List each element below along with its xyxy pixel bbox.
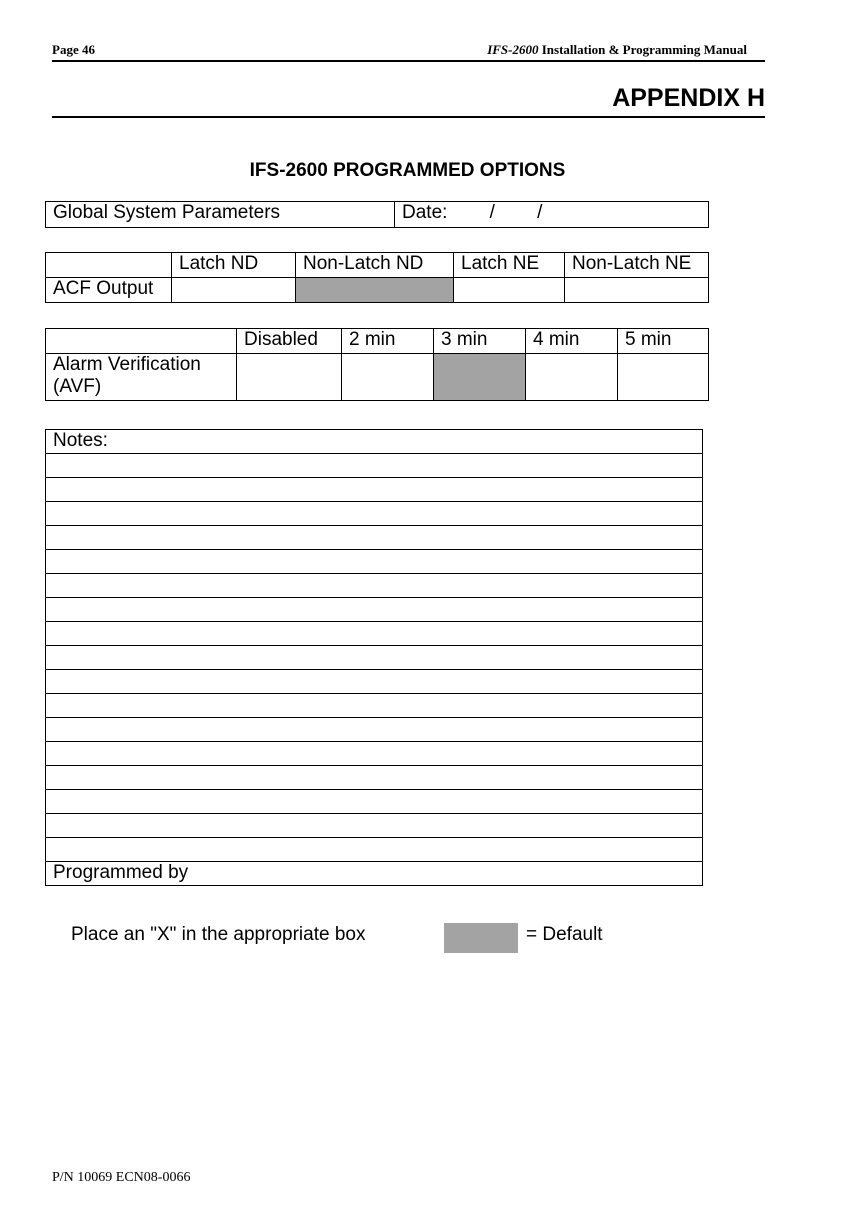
legend-default-label: = Default	[526, 924, 603, 945]
acf-header-nonlatch-nd: Non-Latch ND	[296, 253, 454, 278]
notes-line[interactable]	[46, 454, 703, 478]
notes-line[interactable]	[46, 478, 703, 502]
avf-header-blank	[46, 329, 237, 354]
notes-line[interactable]	[46, 718, 703, 742]
acf-option-latch-ne[interactable]	[454, 278, 565, 303]
avf-header-disabled: Disabled	[237, 329, 342, 354]
avf-row-label	[46, 354, 237, 401]
notes-line[interactable]	[46, 598, 703, 622]
page-number: Page 46	[52, 42, 95, 57]
acf-option-nonlatch-nd-default[interactable]	[296, 278, 454, 303]
manual-title-italic: IFS-2600	[487, 42, 539, 57]
notes-line[interactable]	[46, 742, 703, 766]
avf-option-5min[interactable]	[618, 354, 709, 401]
notes-line[interactable]	[46, 766, 703, 790]
notes-line[interactable]	[46, 502, 703, 526]
avf-option-disabled[interactable]	[237, 354, 342, 401]
avf-option-2min[interactable]	[342, 354, 434, 401]
avf-header-4min: 4 min	[526, 329, 618, 354]
avf-row-label-line2: (AVF)	[53, 376, 102, 397]
avf-row-label-line1: Alarm Verification	[53, 354, 201, 375]
acf-option-nonlatch-ne[interactable]	[565, 278, 709, 303]
notes-line[interactable]	[46, 814, 703, 838]
global-parameters-table	[45, 201, 709, 228]
notes-line[interactable]	[46, 670, 703, 694]
form-title: IFS-2600 PROGRAMMED OPTIONS	[249, 160, 566, 181]
date-field[interactable]: Date: / /	[395, 202, 709, 228]
notes-table	[45, 429, 703, 886]
notes-line[interactable]	[46, 694, 703, 718]
acf-option-latch-nd[interactable]	[172, 278, 296, 303]
avf-header-3min: 3 min	[434, 329, 526, 354]
avf-option-3min-default[interactable]	[434, 354, 526, 401]
default-swatch	[444, 923, 518, 953]
avf-header-2min: 2 min	[342, 329, 434, 354]
legend-instruction: Place an "X" in the appropriate box	[71, 924, 366, 945]
notes-line[interactable]	[46, 622, 703, 646]
avf-option-4min[interactable]	[526, 354, 618, 401]
avf-header-5min: 5 min	[618, 329, 709, 354]
notes-line[interactable]	[46, 526, 703, 550]
notes-line[interactable]	[46, 646, 703, 670]
acf-header-latch-nd: Latch ND	[172, 253, 296, 278]
appendix-title: APPENDIX H	[52, 84, 765, 118]
part-number-footer: P/N 10069 ECN08-0066	[52, 1170, 191, 1185]
acf-header-nonlatch-ne: Non-Latch NE	[565, 253, 709, 278]
notes-line[interactable]	[46, 790, 703, 814]
acf-row-label: ACF Output	[46, 278, 172, 303]
global-parameters-label: Global System Parameters	[46, 202, 395, 228]
acf-header-latch-ne: Latch NE	[454, 253, 565, 278]
acf-output-table	[45, 252, 709, 303]
acf-header-blank	[46, 253, 172, 278]
notes-line[interactable]	[46, 574, 703, 598]
notes-line[interactable]	[46, 838, 703, 862]
notes-line[interactable]	[46, 550, 703, 574]
page-header	[52, 42, 765, 62]
programmed-by-field[interactable]: Programmed by	[46, 862, 703, 886]
manual-title	[487, 42, 747, 58]
notes-title: Notes:	[46, 430, 703, 454]
avf-table	[45, 328, 709, 401]
manual-title-rest: Installation & Programming Manual	[538, 42, 747, 57]
